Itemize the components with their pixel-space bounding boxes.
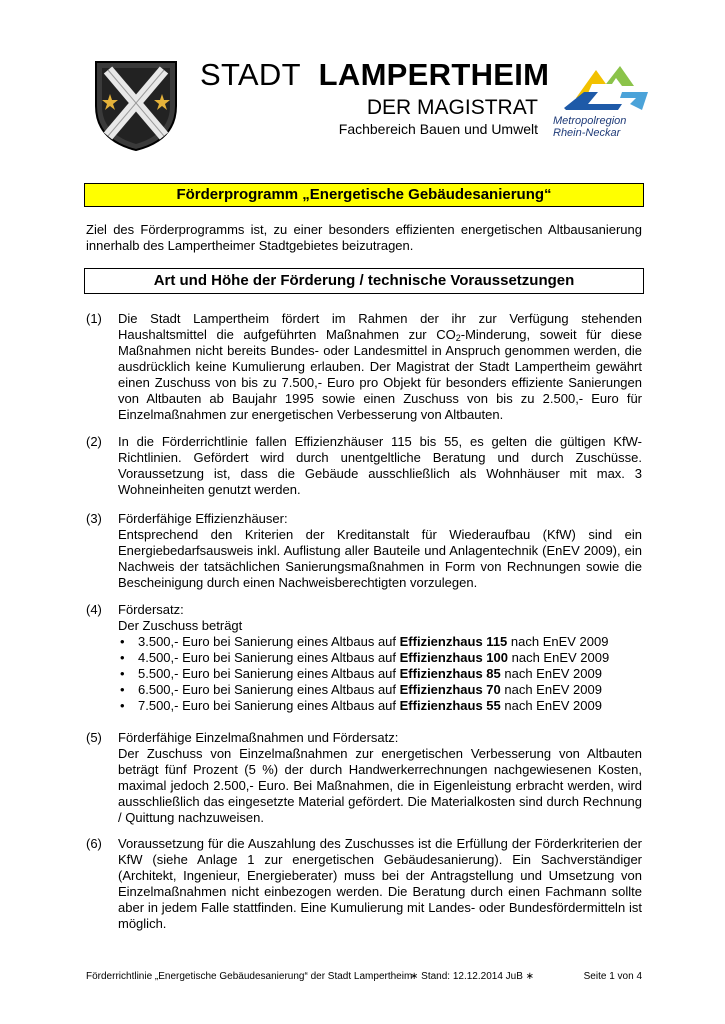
bullet-text: nach EnEV 2009: [500, 682, 602, 697]
item-number: (4): [86, 602, 102, 617]
item-number: (5): [86, 730, 102, 745]
bullet-item: [118, 634, 642, 650]
item-text: Entsprechend den Kriterien der Kreditanstalt für Wiederaufbau (KfW) sind ein Energiebedarfsausweis inkl. Auflistung aller Bauteile und Anlagentechnik (EnEV 2009), ein Nachweis der tatsächlichen Sanierungsmaßnahmen in Form von Rechnungen sowie die Bescheinigung durch einen Nachweisberechtigten vorzulegen.: [118, 527, 642, 590]
item-heading: Fördersatz:: [118, 602, 184, 617]
footer-status: ∗ Stand: 12.12.2014 JuB ∗: [410, 971, 535, 982]
item-text-part: -Minderung, soweit für diese Maßnahmen nicht bereits Bundes- oder Landesmittel in Anspruch genommen werden, die ausdrücklich keine Kumulierung erlauben. Der Magistrat der Stadt Lampertheim gewährt einen Zuschuss von bis zu 7.500,- Euro pro Objekt für besonders effiziente Sanierungen von Altbauten ab Baujahr 1995 sowie einen Zuschuss von bis zu 2.500,- Euro für Einzelmaßnahmen zur energetischen Verbesserung von Altbauten.: [118, 327, 642, 422]
bullet-text: 7.500,- Euro bei Sanierung eines Altbaus auf: [138, 698, 400, 713]
bullet-text: 4.500,- Euro bei Sanierung eines Altbaus auf: [138, 650, 400, 665]
bullet-bold: Effizienzhaus 115: [399, 634, 508, 649]
bullet-text: 5.500,- Euro bei Sanierung eines Altbaus auf: [138, 666, 400, 681]
list-item: [86, 511, 642, 591]
bullet-text: nach EnEV 2009: [500, 666, 602, 681]
list-item: [86, 434, 642, 498]
list-item: [86, 836, 642, 932]
item-text: Voraussetzung für die Auszahlung des Zuschusses ist die Erfüllung der Förderkriterien der KfW (siehe Anlage 1 zur energetischen Gebäudesanierung). Ein Sachverständiger (Architekt, Ingenieur, Energieberater) muss bei der Antragstellung und Umsetzung von Einzelmaßnahmen nicht einbezogen werden. Die Beratung durch einen Fachmann sollte aber in jedem Falle stattfinden. Eine Kumulierung mit Landes- oder Bundesfördermitteln ist möglich.: [118, 836, 642, 931]
list-item: [86, 602, 642, 714]
bullet-list: [118, 634, 642, 714]
item-text-part: Die Stadt Lampertheim fördert im Rahmen der ihr zur Verfügung stehenden Haushaltsmittel die aufgeführten Maßnahmen zur CO: [118, 311, 642, 342]
item-heading: Förderfähige Effizienzhäuser:: [118, 511, 288, 526]
bullet-bold: Effizienzhaus 100: [399, 650, 508, 665]
intro-paragraph: Ziel des Förderprogramms ist, zu einer besonders effizienten energetischen Altbausanierung innerhalb des Lampertheimer Stadtgebietes beizutragen.: [86, 222, 642, 253]
city-title-prefix: STADT: [200, 57, 301, 92]
bullet-bold: Effizienzhaus 55: [399, 698, 501, 713]
bullet-bold: Effizienzhaus 70: [399, 682, 501, 697]
department-name: Fachbereich Bauen und Umwelt: [338, 121, 538, 137]
item-text: In die Förderrichtlinie fallen Effizienzhäuser 115 bis 55, es gelten die gültigen KfW-Richtlinien. Gefördert wird durch unentgeltliche Beratung und durch Zuschüsse. Voraussetzung ist, dass die Gebäude ausschließlich als Wohnhäuser mit max. 3 Wohneinheiten genutzt werden.: [118, 434, 642, 497]
footer-left: Förderrichtlinie „Energetische Gebäudesanierung“ der Stadt Lampertheim: [86, 971, 413, 982]
metro-line-1: Metropolregion: [553, 115, 627, 127]
item-number: (6): [86, 836, 102, 851]
item-number: (2): [86, 434, 102, 449]
item-text: Der Zuschuss von Einzelmaßnahmen zur energetischen Verbesserung von Altbauten beträgt fünf Prozent (5 %) der durch Handwerkerrechnungen nachgewiesenen Kosten, maximal jedoch 2.500,- Euro. Bei Maßnahmen, die in Eigenleistung erbracht werden, wird ausschließlich das eingesetzte Material gefördert. Die Materialkosten sind durch Rechnung / Quittung nachzuweisen.: [118, 746, 642, 825]
list-item: [86, 311, 642, 423]
item-text: [118, 311, 642, 423]
item-heading: Förderfähige Einzelmaßnahmen und Fördersatz:: [118, 730, 399, 745]
bullet-item: [118, 682, 642, 698]
item-subheading: Der Zuschuss beträgt: [118, 618, 243, 633]
section-heading: Art und Höhe der Förderung / technische Voraussetzungen: [84, 268, 644, 294]
metropolregion-logo: [562, 64, 650, 112]
magistrat-title: DER MAGISTRAT: [366, 96, 538, 119]
item-number: (3): [86, 511, 102, 526]
bullet-item: [118, 666, 642, 682]
bullet-text: nach EnEV 2009: [508, 650, 610, 665]
bullet-text: nach EnEV 2009: [507, 634, 609, 649]
metro-line-2: Rhein-Neckar: [553, 127, 621, 139]
bullet-text: 6.500,- Euro bei Sanierung eines Altbaus auf: [138, 682, 400, 697]
list-item: [86, 730, 642, 826]
bullet-text: nach EnEV 2009: [500, 698, 602, 713]
city-name: LAMPERTHEIM: [318, 57, 550, 92]
bullet-text: 3.500,- Euro bei Sanierung eines Altbaus auf: [138, 634, 400, 649]
metropolregion-label: [553, 115, 653, 139]
document-title: Förderprogramm „Energetische Gebäudesanierung“: [84, 183, 644, 207]
bullet-item: [118, 698, 642, 714]
bullet-bold: Effizienzhaus 85: [399, 666, 501, 681]
item-number: (1): [86, 311, 102, 326]
city-title: [200, 57, 550, 92]
subscript: 2: [455, 333, 461, 343]
coat-of-arms-logo: [92, 56, 180, 152]
bullet-item: [118, 650, 642, 666]
page-number: Seite 1 von 4: [583, 971, 642, 982]
